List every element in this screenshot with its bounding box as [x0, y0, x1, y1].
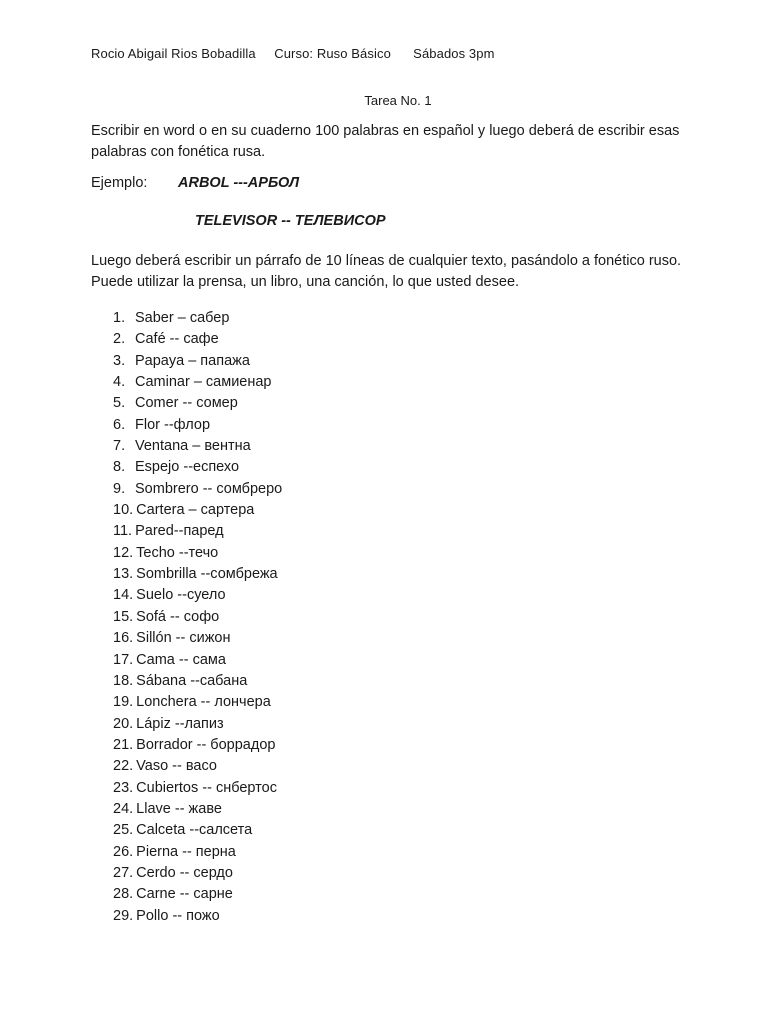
list-item-number: 23.	[113, 779, 134, 796]
list-item-number: 21.	[113, 736, 134, 753]
instructions-paragraph: Escribir en word o en su cuaderno 100 palabras en español y luego deberá de escribir esas palabras con fonética rusa.	[91, 123, 680, 160]
list-item-number: 3.	[113, 352, 126, 369]
list-item-text: Llave -- жаве	[136, 800, 222, 817]
list-item-number: 20.	[113, 715, 134, 732]
list-item-text: Sillón -- сижон	[136, 630, 231, 647]
example-row-2	[91, 213, 691, 235]
list-item-number: 25.	[113, 822, 134, 839]
list-item-text: Comer -- сомер	[135, 395, 238, 412]
example-label: Ejemplo:	[91, 175, 148, 191]
list-item-number: 28.	[113, 886, 134, 903]
list-item-text: Cerdo -- сердо	[136, 864, 233, 881]
list-item-number: 2.	[113, 331, 126, 348]
example-word-1: ARBOL ---АРБОЛ	[178, 175, 300, 191]
list-item-text: Carne -- сарне	[136, 886, 233, 903]
list-item-text: Sombrilla --сомбрежа	[136, 566, 278, 583]
list-item-number: 8.	[113, 459, 126, 476]
list-item-text: Sábana --сабана	[136, 672, 248, 689]
list-item-text: Saber – сабер	[135, 310, 230, 326]
list-item-number: 10.	[113, 502, 134, 519]
list-item-text: Lonchera -- лончера	[136, 694, 271, 711]
list-item-text: Café -- сафе	[135, 331, 219, 348]
list-item-number: 5.	[113, 395, 126, 412]
list-item-number: 14.	[113, 587, 134, 604]
list-item-number: 18.	[113, 672, 134, 689]
example-row	[91, 175, 691, 197]
list-item-text: Cubiertos -- снбертос	[136, 779, 277, 796]
list-item-text: Vaso -- васо	[136, 758, 217, 775]
list-item-number: 13.	[113, 566, 134, 583]
list-item-number: 9.	[113, 480, 126, 497]
example-word-2: TELEVISOR -- ТЕЛЕВИСОР	[195, 213, 386, 229]
list-item-text: Ventana – вентна	[135, 438, 251, 455]
document-header: Rocio Abigail Rios Bobadilla Curso: Ruso Básico Sábados 3pm	[91, 46, 495, 61]
list-item-text: Flor --флор	[135, 416, 211, 433]
list-item-number: 15.	[113, 608, 134, 625]
instructions-paragraph-2: Luego deberá escribir un párrafo de 10 líneas de cualquier texto, pasándolo a fonético ruso. Puede utilizar la prensa, un libro, una canción, lo que usted desee.	[91, 253, 682, 290]
list-item-number: 11.	[113, 523, 133, 540]
list-item-number: 19.	[113, 694, 134, 711]
list-item-number: 26.	[113, 843, 134, 860]
list-item-number: 27.	[113, 864, 134, 881]
list-item-text: Pollo -- пожо	[136, 907, 220, 924]
list-item-text: Sombrero -- сомбреро	[135, 480, 283, 497]
list-item-text: Papaya – папажа	[135, 352, 250, 369]
list-item-number: 1.	[113, 310, 126, 326]
list-item-text: Techo --течо	[136, 544, 219, 561]
list-item-text: Calceta --салсета	[136, 822, 253, 839]
list-item-text: Pierna -- перна	[136, 843, 236, 860]
list-item-number: 4.	[113, 374, 126, 391]
list-item-number: 17.	[113, 651, 134, 668]
list-item-number: 24.	[113, 800, 134, 817]
list-item-number: 12.	[113, 544, 134, 561]
list-item-number: 29.	[113, 907, 134, 924]
list-item-number: 6.	[113, 416, 126, 433]
list-item-text: Sofá -- софо	[136, 608, 220, 625]
list-item-number: 16.	[113, 630, 134, 647]
list-item-text: Lápiz --лапиз	[136, 715, 224, 732]
list-item-text: Espejo --еспехо	[135, 459, 240, 476]
list-item-text: Cama -- сама	[136, 651, 226, 668]
list-item-text: Suelo --суело	[136, 587, 226, 604]
page-title: Tarea No. 1	[364, 93, 432, 108]
list-item-text: Cartera – сартера	[136, 502, 255, 519]
list-item-number: 22.	[113, 758, 134, 775]
list-item-text: Pared--паред	[135, 523, 224, 540]
list-item-number: 7.	[113, 438, 126, 455]
list-item-text: Borrador -- боррадор	[136, 736, 276, 753]
list-item-text: Caminar – самиенар	[135, 374, 272, 391]
